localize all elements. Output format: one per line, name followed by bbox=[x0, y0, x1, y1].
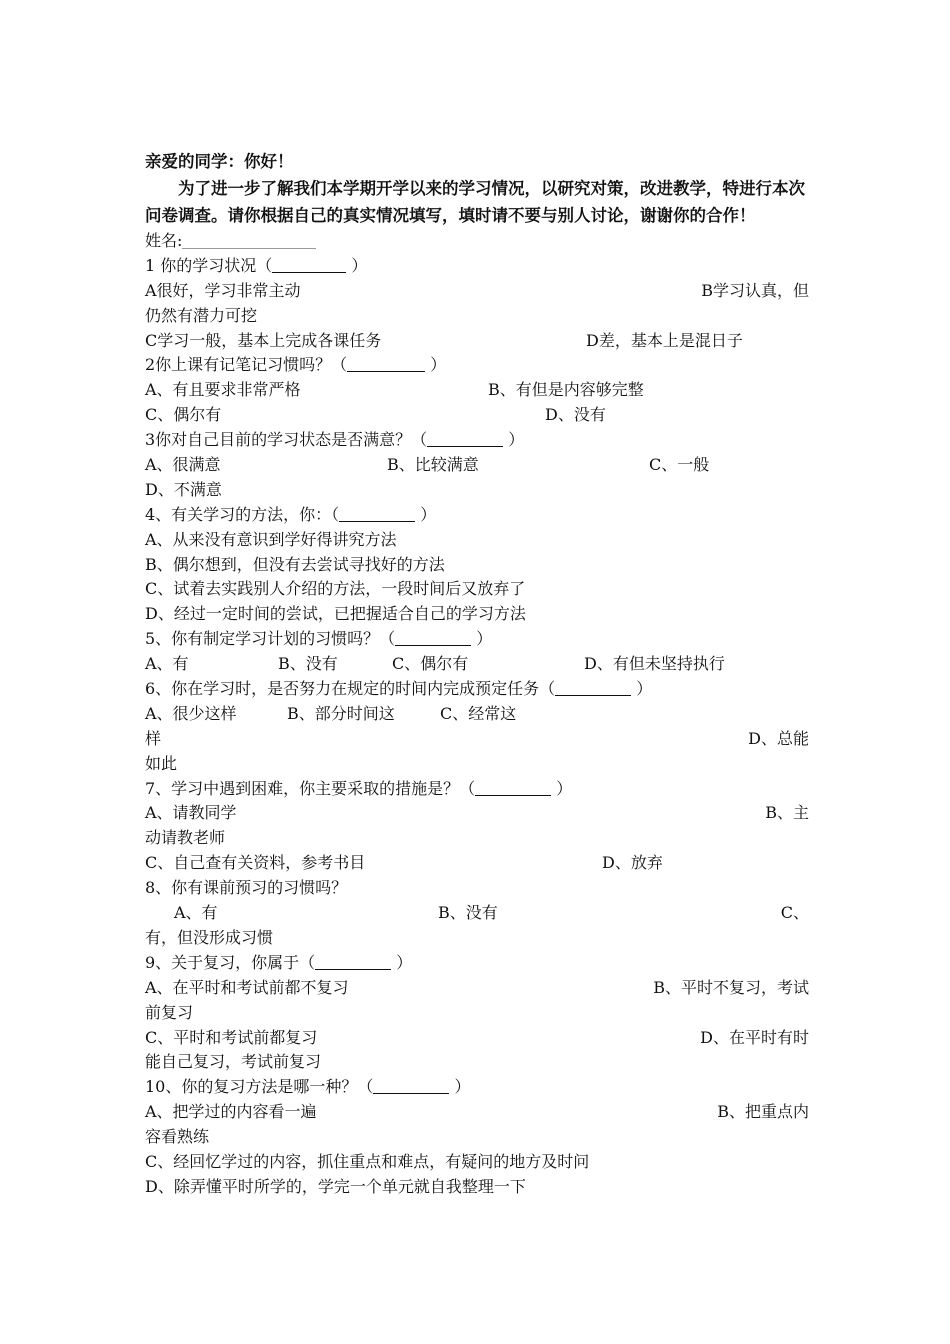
answer-blank-10[interactable] bbox=[373, 1078, 449, 1094]
q8-option-c: C、 bbox=[780, 903, 809, 923]
answer-blank-1[interactable] bbox=[272, 257, 346, 273]
q6-option-d: D、总能 bbox=[748, 728, 809, 748]
q5-option-c: C、偶尔有 bbox=[392, 654, 469, 674]
answer-blank-2[interactable] bbox=[347, 356, 425, 372]
q10-option-d: D、除弄懂平时所学的，学完一个单元就自我整理一下 bbox=[145, 1176, 526, 1196]
question-8: 8、你有课前预习的习惯吗？ bbox=[145, 878, 348, 898]
q7-options-ab bbox=[145, 801, 809, 826]
q8-option-c-cont: 有，但没形成习惯 bbox=[145, 927, 274, 947]
question-9: 9、关于复习，你属于（ ） bbox=[145, 952, 413, 972]
q9-option-b-cont: 前复习 bbox=[145, 1002, 194, 1022]
name-field[interactable] bbox=[182, 232, 316, 249]
name-label: 姓名: bbox=[145, 231, 183, 250]
q10-option-b-cont: 容看熟练 bbox=[145, 1127, 210, 1147]
q1-option-b: B学习认真，但 bbox=[701, 280, 809, 300]
name-row bbox=[145, 229, 809, 254]
survey-page bbox=[145, 148, 809, 1200]
q3-option-d: D、不满意 bbox=[145, 479, 222, 499]
intro-paragraph: 为了进一步了解我们本学期开学以来的学习情况，以研究对策，改进教学，特进行本次问卷调查。请你根据自己的真实情况填写，填时请不要与别人讨论，谢谢你的合作！ bbox=[145, 179, 805, 225]
q6-option-d-cont: 如此 bbox=[145, 753, 178, 773]
q8-option-a: A、有 bbox=[174, 903, 218, 923]
q1-option-c: C学习一般，基本上完成各课任务 bbox=[145, 330, 382, 350]
answer-blank-9[interactable] bbox=[315, 954, 391, 970]
q1-options-cd bbox=[145, 329, 809, 354]
question-5: 5、你有制定学习计划的习惯吗？（ ） bbox=[145, 629, 493, 649]
q10-option-a: A、把学过的内容看一遍 bbox=[145, 1102, 317, 1122]
q5-option-a: A、有 bbox=[145, 654, 189, 674]
q9-option-d-cont: 能自己复习，考试前复习 bbox=[145, 1052, 322, 1072]
q7-option-a: A、请教同学 bbox=[145, 803, 237, 823]
q9-options-ab bbox=[145, 976, 809, 1001]
q2-options-cd bbox=[145, 403, 809, 428]
q6-option-a: A、很少这样 bbox=[145, 703, 237, 723]
q9-option-c: C、平时和考试前都复习 bbox=[145, 1027, 318, 1047]
q2-option-a: A、有且要求非常严格 bbox=[145, 380, 301, 400]
q6-option-b: B、部分时间这 bbox=[287, 703, 395, 723]
q10-option-b: B、把重点内 bbox=[717, 1102, 809, 1122]
q5-options bbox=[145, 652, 809, 677]
q5-option-d: D、有但未坚持执行 bbox=[584, 654, 725, 674]
q9-option-b: B、平时不复习，考试 bbox=[653, 977, 809, 997]
q2-option-c: C、偶尔有 bbox=[145, 405, 222, 425]
q5-option-b: B、没有 bbox=[278, 654, 338, 674]
q1-options-ab bbox=[145, 279, 809, 304]
question-7: 7、学习中遇到困难，你主要采取的措施是？（ ） bbox=[145, 778, 573, 798]
q3-options-abc bbox=[145, 453, 809, 478]
q9-option-d: D、在平时有时 bbox=[700, 1027, 809, 1047]
q6-options-abc bbox=[145, 702, 809, 727]
q10-option-c: C、经回忆学过的内容，抓住重点和难点，有疑问的地方及时问 bbox=[145, 1151, 590, 1171]
q3-option-b: B、比较满意 bbox=[387, 455, 479, 475]
q6-option-c-cont-d: 样 D、总能 bbox=[145, 727, 809, 752]
q1-option-b-cont: 仍然有潜力可挖 bbox=[145, 305, 258, 325]
question-6: 6、你在学习时，是否努力在规定的时间内完成预定任务（ ） bbox=[145, 679, 653, 699]
q7-option-c: C、自己查有关资料，参考书目 bbox=[145, 853, 366, 873]
q1-option-a: A很好，学习非常主动 bbox=[145, 280, 301, 300]
q9-option-a: A、在平时和考试前都不复习 bbox=[145, 977, 349, 997]
q7-options-cd bbox=[145, 851, 809, 876]
question-10: 10、你的复习方法是哪一种？（ ） bbox=[145, 1077, 471, 1097]
greeting: 亲爱的同学：你好！ bbox=[145, 152, 294, 171]
q7-option-b: B、主 bbox=[765, 803, 809, 823]
question-2: 2你上课有记笔记习惯吗？（ ） bbox=[145, 355, 447, 375]
q3-option-c: C、一般 bbox=[649, 455, 710, 475]
answer-blank-3[interactable] bbox=[427, 431, 503, 447]
q8-option-b: B、没有 bbox=[438, 903, 498, 923]
q2-option-d: D、没有 bbox=[545, 405, 606, 425]
q1-option-d: D差，基本上是混日子 bbox=[586, 330, 743, 350]
q8-options bbox=[145, 901, 809, 926]
answer-blank-4[interactable] bbox=[339, 506, 415, 522]
question-4: 4、有关学习的方法，你：（ ） bbox=[145, 504, 437, 524]
q6-option-c: C、经常这 bbox=[440, 703, 517, 723]
q10-options-ab bbox=[145, 1100, 809, 1125]
q4-option-b: B、偶尔想到，但没有去尝试寻找好的方法 bbox=[145, 554, 445, 574]
q4-option-c: C、试着去实践别人介绍的方法，一段时间后又放弃了 bbox=[145, 579, 526, 599]
answer-blank-5[interactable] bbox=[395, 630, 471, 646]
q4-option-a: A、从来没有意识到学好得讲究方法 bbox=[145, 529, 397, 549]
question-3: 3你对自己目前的学习状态是否满意？（ ） bbox=[145, 430, 525, 450]
q9-options-cd bbox=[145, 1026, 809, 1051]
answer-blank-7[interactable] bbox=[475, 780, 551, 796]
q4-option-d: D、经过一定时间的尝试，已把握适合自己的学习方法 bbox=[145, 604, 526, 624]
question-1: 1 你的学习状况（ ） bbox=[145, 255, 368, 275]
q3-option-a: A、很满意 bbox=[145, 455, 221, 475]
q7-option-b-cont: 动请教老师 bbox=[145, 828, 226, 848]
q7-option-d: D、放弃 bbox=[602, 853, 663, 873]
q2-options-ab bbox=[145, 378, 809, 403]
answer-blank-6[interactable] bbox=[555, 680, 631, 696]
q2-option-b: B、有但是内容够完整 bbox=[488, 380, 644, 400]
